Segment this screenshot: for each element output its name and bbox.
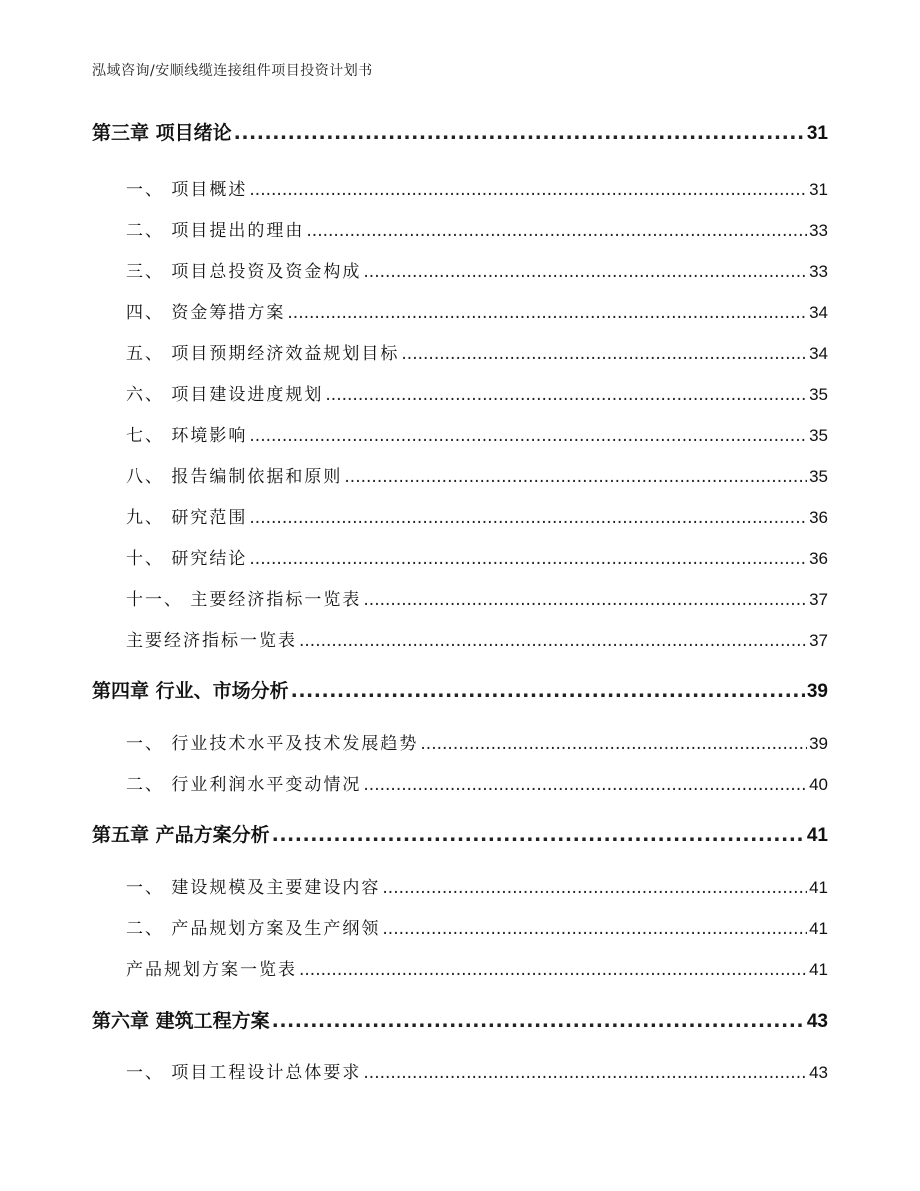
toc-title: 四、 资金筹措方案 (126, 303, 286, 323)
dot-leader (249, 426, 807, 446)
toc-title: 一、 行业技术水平及技术发展趋势 (126, 734, 419, 754)
toc-title: 一、 项目概述 (126, 180, 248, 200)
toc-entry[interactable] (92, 1058, 828, 1083)
dot-leader (344, 467, 807, 487)
dot-leader (249, 549, 807, 569)
dot-leader (287, 303, 807, 323)
toc-entry[interactable] (92, 462, 828, 487)
dot-leader (299, 631, 807, 651)
toc-title: 七、 环境影响 (126, 426, 248, 446)
toc-page-number: 41 (806, 825, 828, 846)
toc-entry[interactable] (92, 585, 828, 610)
toc-chapter-3[interactable] (92, 118, 828, 145)
toc-page-number: 31 (806, 123, 828, 144)
toc-title: 五、 项目预期经济效益规划目标 (126, 344, 400, 364)
toc-page-number: 39 (809, 734, 828, 753)
toc-chapter-6[interactable] (92, 1006, 828, 1033)
dot-leader (291, 680, 805, 702)
toc-title: 一、 项目工程设计总体要求 (126, 1063, 362, 1083)
toc-title: 二、 行业利润水平变动情况 (126, 775, 362, 795)
toc-page-number: 31 (809, 180, 828, 199)
toc-title: 二、 项目提出的理由 (126, 221, 305, 241)
toc-chapter-5[interactable] (92, 820, 828, 847)
toc-entry[interactable] (92, 914, 828, 939)
toc-entry[interactable] (92, 339, 828, 364)
toc-title: 第六章 建筑工程方案 (92, 1010, 270, 1032)
toc-entry-table[interactable] (92, 626, 828, 651)
dot-leader (249, 180, 807, 200)
toc-title: 第三章 项目绪论 (92, 122, 232, 144)
toc-title: 产品规划方案一览表 (126, 960, 297, 980)
toc-page-number: 35 (809, 426, 828, 445)
dot-leader (325, 385, 807, 405)
toc-entry[interactable] (92, 770, 828, 795)
toc-entry[interactable] (92, 216, 828, 241)
dot-leader (363, 1063, 807, 1083)
running-header: 泓域咨询/安顺线缆连接组件项目投资计划书 (92, 63, 373, 79)
dot-leader (272, 824, 805, 846)
dot-leader (299, 960, 807, 980)
toc-page-number: 35 (809, 385, 828, 404)
toc-page-number: 41 (809, 878, 828, 897)
dot-leader (401, 344, 807, 364)
toc-entry[interactable] (92, 421, 828, 446)
toc-page-number: 33 (809, 262, 828, 281)
toc-title: 三、 项目总投资及资金构成 (126, 262, 362, 282)
dot-leader (306, 221, 807, 241)
toc-chapter-4[interactable] (92, 676, 828, 703)
dot-leader (363, 590, 807, 610)
toc-page-number: 41 (809, 960, 828, 979)
dot-leader (382, 919, 807, 939)
toc-page-number: 34 (809, 303, 828, 322)
toc-entry[interactable] (92, 257, 828, 282)
toc-title: 第五章 产品方案分析 (92, 824, 270, 846)
toc-title: 八、 报告编制依据和原则 (126, 467, 343, 487)
toc-entry[interactable] (92, 298, 828, 323)
toc-page-number: 40 (809, 775, 828, 794)
toc-title: 一、 建设规模及主要建设内容 (126, 878, 381, 898)
toc-page-number: 36 (809, 549, 828, 568)
toc-entry-table[interactable] (92, 955, 828, 980)
toc-page-number: 35 (809, 467, 828, 486)
dot-leader (272, 1010, 805, 1032)
toc-title: 六、 项目建设进度规划 (126, 385, 324, 405)
toc-page-number: 43 (809, 1063, 828, 1082)
dot-leader (420, 734, 807, 754)
toc-title: 九、 研究范围 (126, 508, 248, 528)
toc-page-number: 34 (809, 344, 828, 363)
toc-entry[interactable] (92, 729, 828, 754)
toc-page-number: 37 (809, 590, 828, 609)
toc-entry[interactable] (92, 503, 828, 528)
toc-page-number: 41 (809, 919, 828, 938)
toc-title: 第四章 行业、市场分析 (92, 680, 289, 702)
toc-page-number: 36 (809, 508, 828, 527)
dot-leader (363, 262, 807, 282)
toc-page-number: 33 (809, 221, 828, 240)
toc-title: 主要经济指标一览表 (126, 631, 297, 651)
toc-entry[interactable] (92, 873, 828, 898)
toc-entry[interactable] (92, 380, 828, 405)
toc-title: 十、 研究结论 (126, 549, 248, 569)
toc-title: 十一、 主要经济指标一览表 (126, 590, 362, 610)
toc-page-number: 37 (809, 631, 828, 650)
dot-leader (363, 775, 807, 795)
toc-title: 二、 产品规划方案及生产纲领 (126, 919, 381, 939)
dot-leader (234, 122, 805, 144)
toc-page-number: 39 (806, 681, 828, 702)
dot-leader (249, 508, 807, 528)
dot-leader (382, 878, 807, 898)
toc-page-number: 43 (806, 1011, 828, 1032)
toc-entry[interactable] (92, 175, 828, 200)
toc-entry[interactable] (92, 544, 828, 569)
